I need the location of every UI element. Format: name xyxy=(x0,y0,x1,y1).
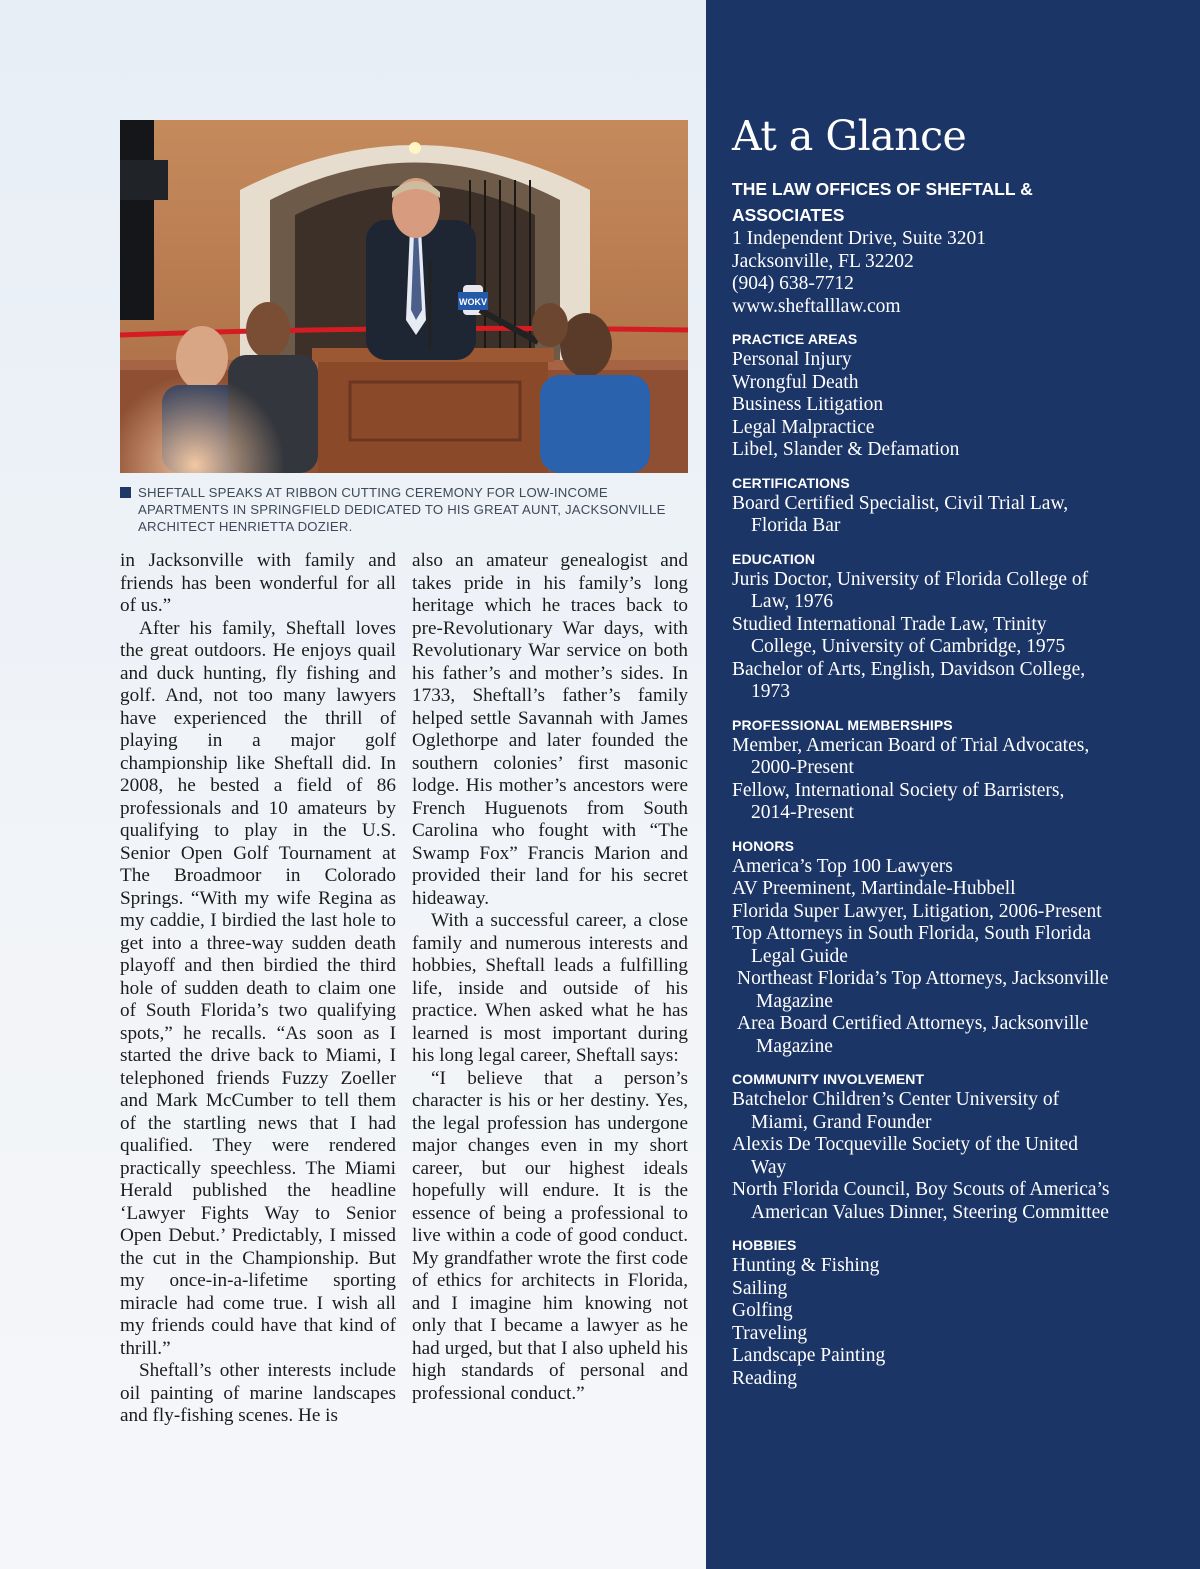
list-item: Sailing xyxy=(732,1277,788,1299)
list-item: Member, American Board of Trial Advocates, 2000-Present xyxy=(732,734,1090,778)
section-heading-education: EDUCATION xyxy=(732,550,816,567)
list-item: America’s Top 100 Lawyers xyxy=(732,855,953,877)
list-item: Reading xyxy=(732,1367,797,1389)
section-heading-hobbies: HOBBIES xyxy=(732,1237,797,1253)
section-heading-honors: HONORS xyxy=(732,837,795,854)
list-item: Studied International Trade Law, Trinity College, University of Cambridge, 1975 xyxy=(732,613,1066,657)
list-item: Libel, Slander & Defamation xyxy=(732,439,960,460)
list-item: Legal Malpractice xyxy=(732,416,875,438)
paragraph: “I believe that a person’s character is his or her destiny. Yes, the legal profession has undergone major changes even in my short career, but our highest ideals hopefully will endure. It is the essence of being a professional to live within a code of good conduct. My grandfather wrote the first code of ethics for architects in Florida, and I imagine him knowing not only that I became a lawyer as he had urged, but that I also upheld his high standards of personal and professional conduct.” xyxy=(412,1067,688,1404)
section-heading-community: COMMUNITY INVOLVEMENT xyxy=(732,1071,925,1087)
address-line: 1 Independent Drive, Suite 3201 xyxy=(732,228,986,249)
list-item: Juris Doctor, University of Florida College of Law, 1976 xyxy=(732,568,1089,612)
firm-name: THE LAW OFFICES OF SHEFTALL & ASSOCIATES xyxy=(732,179,1033,225)
list-item: Top Attorneys in South Florida, South Florida Legal Guide xyxy=(732,923,1091,967)
phone-number: (904) 638-7712 xyxy=(732,273,854,294)
list-item: Golfing xyxy=(732,1300,793,1321)
list-item: Florida Super Lawyer, Litigation, 2006-Present xyxy=(732,900,1102,922)
website-link[interactable]: www.sheftalllaw.com xyxy=(732,295,901,317)
list-item: Hunting & Fishing xyxy=(732,1255,880,1276)
list-item: Traveling xyxy=(732,1322,808,1344)
sidebar-content xyxy=(732,176,1112,1390)
sidebar-title: At a Glance xyxy=(732,112,967,160)
article-column-1 xyxy=(120,550,396,1428)
list-item: Northeast Florida’s Top Attorneys, Jacksonville Magazine xyxy=(737,968,1109,1012)
paragraph: also an amateur genealogist and takes pride in his family’s long heritage which he traces back to pre-Revolutionary War days, with Revolutionary War service on both his father’s and mother’s sides. In 1733, Sheftall’s father’s family helped settle Savannah with James Oglethorpe and later founded the southern colonies’ first masonic lodge. His mother’s ancestors were French Huguenots from South Carolina who fought with “The Swamp Fox” Francis Marion and provided their land for his secret hideaway. xyxy=(412,550,688,909)
address-line: Jacksonville, FL 32202 xyxy=(732,250,914,272)
caption-text: SHEFTALL SPEAKS AT RIBBON CUTTING CEREMONY FOR LOW-INCOME APARTMENTS IN SPRINGFIELD DEDICATED TO HIS GREAT AUNT, JACKSONVILLE ARCHITECT HENRIETTA DOZIER. xyxy=(138,485,666,534)
list-item: Batchelor Children’s Center University of Miami, Grand Founder xyxy=(732,1089,1060,1133)
list-item: Personal Injury xyxy=(732,349,852,370)
section-heading-practice-areas: PRACTICE AREAS xyxy=(732,331,858,347)
section-heading-certifications: CERTIFICATIONS xyxy=(732,474,850,491)
list-item: Bachelor of Arts, English, Davidson College, 1973 xyxy=(732,658,1086,702)
list-item: North Florida Council, Boy Scouts of America’s American Values Dinner, Steering Committee xyxy=(732,1179,1110,1223)
photo-caption xyxy=(120,484,688,535)
list-item: Landscape Painting xyxy=(732,1345,886,1366)
section-heading-memberships: PROFESSIONAL MEMBERSHIPS xyxy=(732,716,953,733)
article-column-2 xyxy=(412,550,688,1405)
paragraph: After his family, Sheftall loves the great outdoors. He enjoys quail and duck hunting, fly fishing and golf. And, not too many lawyers have experienced the thrill of playing in a major golf championship like Sheftall did. In 2008, he bested a field of 86 professionals and 10 amateurs by qualifying to play in the U.S. Senior Open Golf Tournament at The Broadmoor in Colorado Springs. “With my wife Regina as my caddie, I birdied the last hole to get into a three-way sudden death playoff and then birdied the third hole of sudden death to claim one of South Florida’s two qualifying spots,” he recalls. “As soon as I started the drive back to Miami, I telephoned friends Fuzzy Zoeller and Mark McCumber to tell them of the startling news that I had qualified. They were rendered practically speechless. The Miami Herald published the headline ‘Lawyer Fights Way to Senior Open Debut.’ Predictably, I missed the cut in the Championship. But my once-in-a-lifetime sporting miracle had come true. I wish all my friends could have that kind of thrill.” xyxy=(120,617,396,1359)
article-photo xyxy=(120,120,688,473)
mic-flag-label: WOKV xyxy=(459,297,487,307)
list-item: Area Board Certified Attorneys, Jacksonville Magazine xyxy=(737,1013,1089,1057)
caption-bullet-icon xyxy=(120,487,131,498)
paragraph: Sheftall’s other interests include oil painting of marine landscapes and fly-fishing scenes. He is xyxy=(120,1360,396,1426)
list-item: AV Preeminent, Martindale-Hubbell xyxy=(732,878,1016,899)
list-item: Business Litigation xyxy=(732,394,884,415)
list-item: Fellow, International Society of Barristers, 2014-Present xyxy=(732,779,1065,823)
at-a-glance-sidebar xyxy=(706,0,1200,1569)
list-item: Wrongful Death xyxy=(732,371,859,393)
list-item: Alexis De Tocqueville Society of the United Way xyxy=(732,1134,1078,1178)
list-item: Board Certified Specialist, Civil Trial Law, Florida Bar xyxy=(732,492,1069,536)
paragraph: With a successful career, a close family and numerous interests and hobbies, Sheftall leads a fulfilling life, inside and outside of his practice. When asked what he has learned is most important during his long legal career, Sheftall says: xyxy=(412,910,688,1066)
paragraph: in Jacksonville with family and friends has been wonderful for all of us.” xyxy=(120,550,396,616)
